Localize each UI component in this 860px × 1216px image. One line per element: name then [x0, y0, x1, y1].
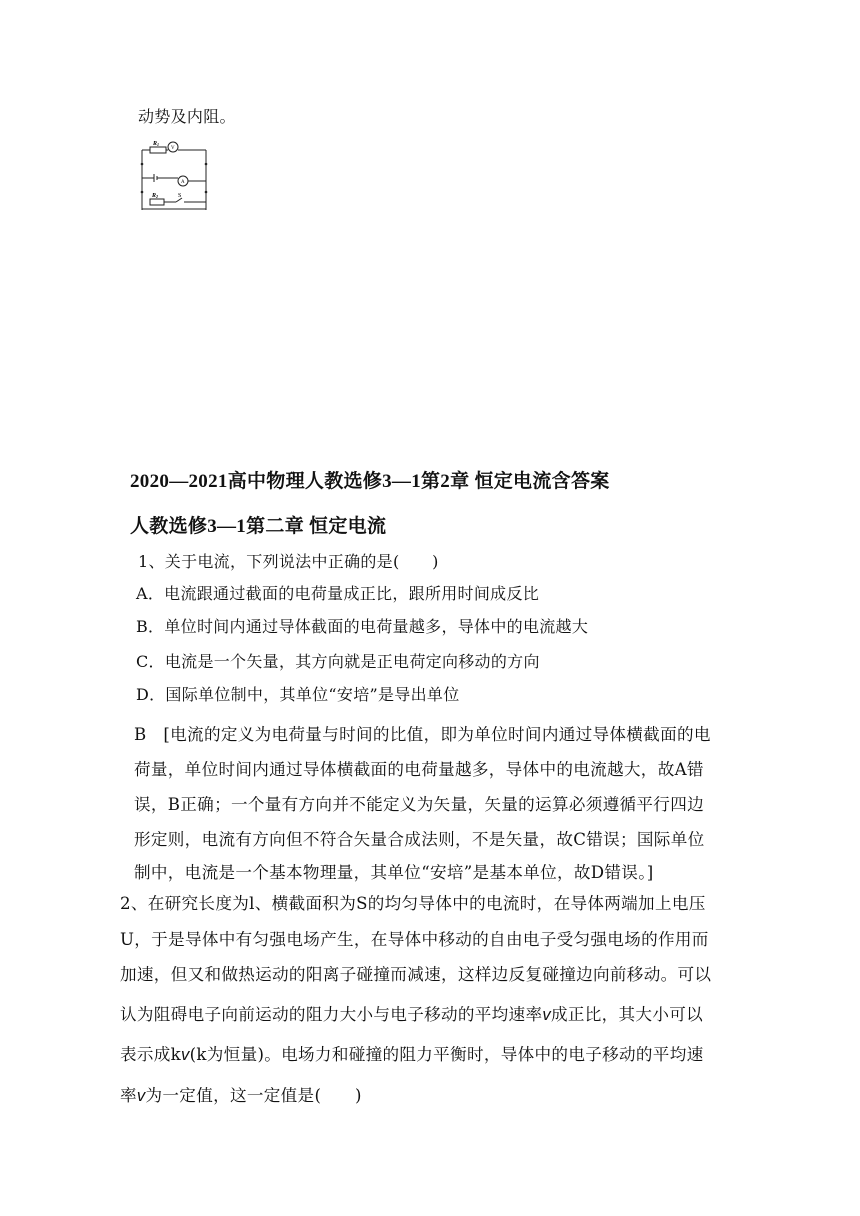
- velocity-symbol: v: [136, 1086, 146, 1105]
- question-2-line-5-a: 表示成k: [120, 1045, 182, 1064]
- question-1-answer-line-1: B [电流的定义为电荷量与时间的比值，即为单位时间内通过导体横截面的电: [134, 725, 711, 744]
- question-1-answer-line-2: 荷量，单位时间内通过导体横截面的电荷量越多，导体中的电流越大，故A错: [134, 760, 704, 779]
- question-1-answer-line-4: 形定则，电流有方向但不符合矢量合成法则，不是矢量，故C错误；国际单位: [134, 830, 705, 849]
- top-text-fragment: 动势及内阻。: [138, 107, 236, 126]
- question-2-line-5-b: (k为恒量)。电场力和碰撞的阻力平衡时，导体中的电子移动的平均速: [189, 1045, 704, 1064]
- question-2-line-6-a: 率: [120, 1086, 137, 1105]
- question-1-answer-line-5: 制中，电流是一个基本物理量，其单位“安培”是基本单位，故D错误。]: [134, 863, 654, 882]
- circuit-diagram: [136, 140, 210, 214]
- voltmeter-label: V: [171, 146, 175, 151]
- question-1-option-b: B．单位时间内通过导体截面的电荷量越多，导体中的电流越大: [136, 617, 589, 636]
- r2-subscript: 2: [156, 194, 159, 199]
- question-1-answer-line-3: 误，B正确；一个量有方向并不能定义为矢量，矢量的运算必须遵循平行四边: [134, 795, 704, 814]
- question-2-line-3: 加速，但又和做热运动的阳离子碰撞而减速，这样边反复碰撞边向前移动。可以: [120, 965, 712, 984]
- r1-label: R: [153, 141, 158, 147]
- svg-text:R1: [152, 141, 159, 147]
- question-2-line-1: 2、在研究长度为l、横截面积为S的均匀导体中的电流时，在导体两端加上电压: [120, 894, 706, 913]
- ammeter-label: A: [181, 180, 185, 185]
- question-2-line-4-b: 成正比，其大小可以: [550, 1005, 703, 1024]
- velocity-symbol: v: [542, 1005, 551, 1024]
- velocity-symbol: v: [181, 1045, 190, 1064]
- question-1-option-d: D．国际单位制中，其单位“安培”是导出单位: [136, 685, 460, 704]
- question-2-line-6: [120, 1082, 362, 1106]
- svg-text:R2: [151, 193, 158, 199]
- page-title: 2020—2021高中物理人教选修3—1第2章 恒定电流含答案: [130, 471, 610, 492]
- question-1-option-c: C．电流是一个矢量，其方向就是正电荷定向移动的方向: [136, 652, 540, 671]
- question-2-line-4-a: 认为阻碍电子向前运动的阻力大小与电子移动的平均速率: [120, 1005, 543, 1024]
- question-2-line-2: U，于是导体中有匀强电场产生，在导体中移动的自由电子受匀强电场的作用而: [120, 930, 709, 949]
- section-subtitle: 人教选修3—1第二章 恒定电流: [130, 516, 387, 537]
- r2-label: R: [152, 193, 157, 199]
- question-2-line-4: [120, 1001, 703, 1025]
- r1-subscript: 1: [157, 142, 160, 147]
- question-2-line-5: [120, 1041, 703, 1065]
- question-2-line-6-b: 为一定值，这一定值是( ): [145, 1086, 362, 1105]
- switch-label: S: [178, 193, 182, 199]
- question-1-option-a: A．电流跟通过截面的电荷量成正比，跟所用时间成反比: [136, 584, 540, 603]
- question-1-stem: 1、关于电流，下列说法中正确的是( ): [138, 552, 439, 571]
